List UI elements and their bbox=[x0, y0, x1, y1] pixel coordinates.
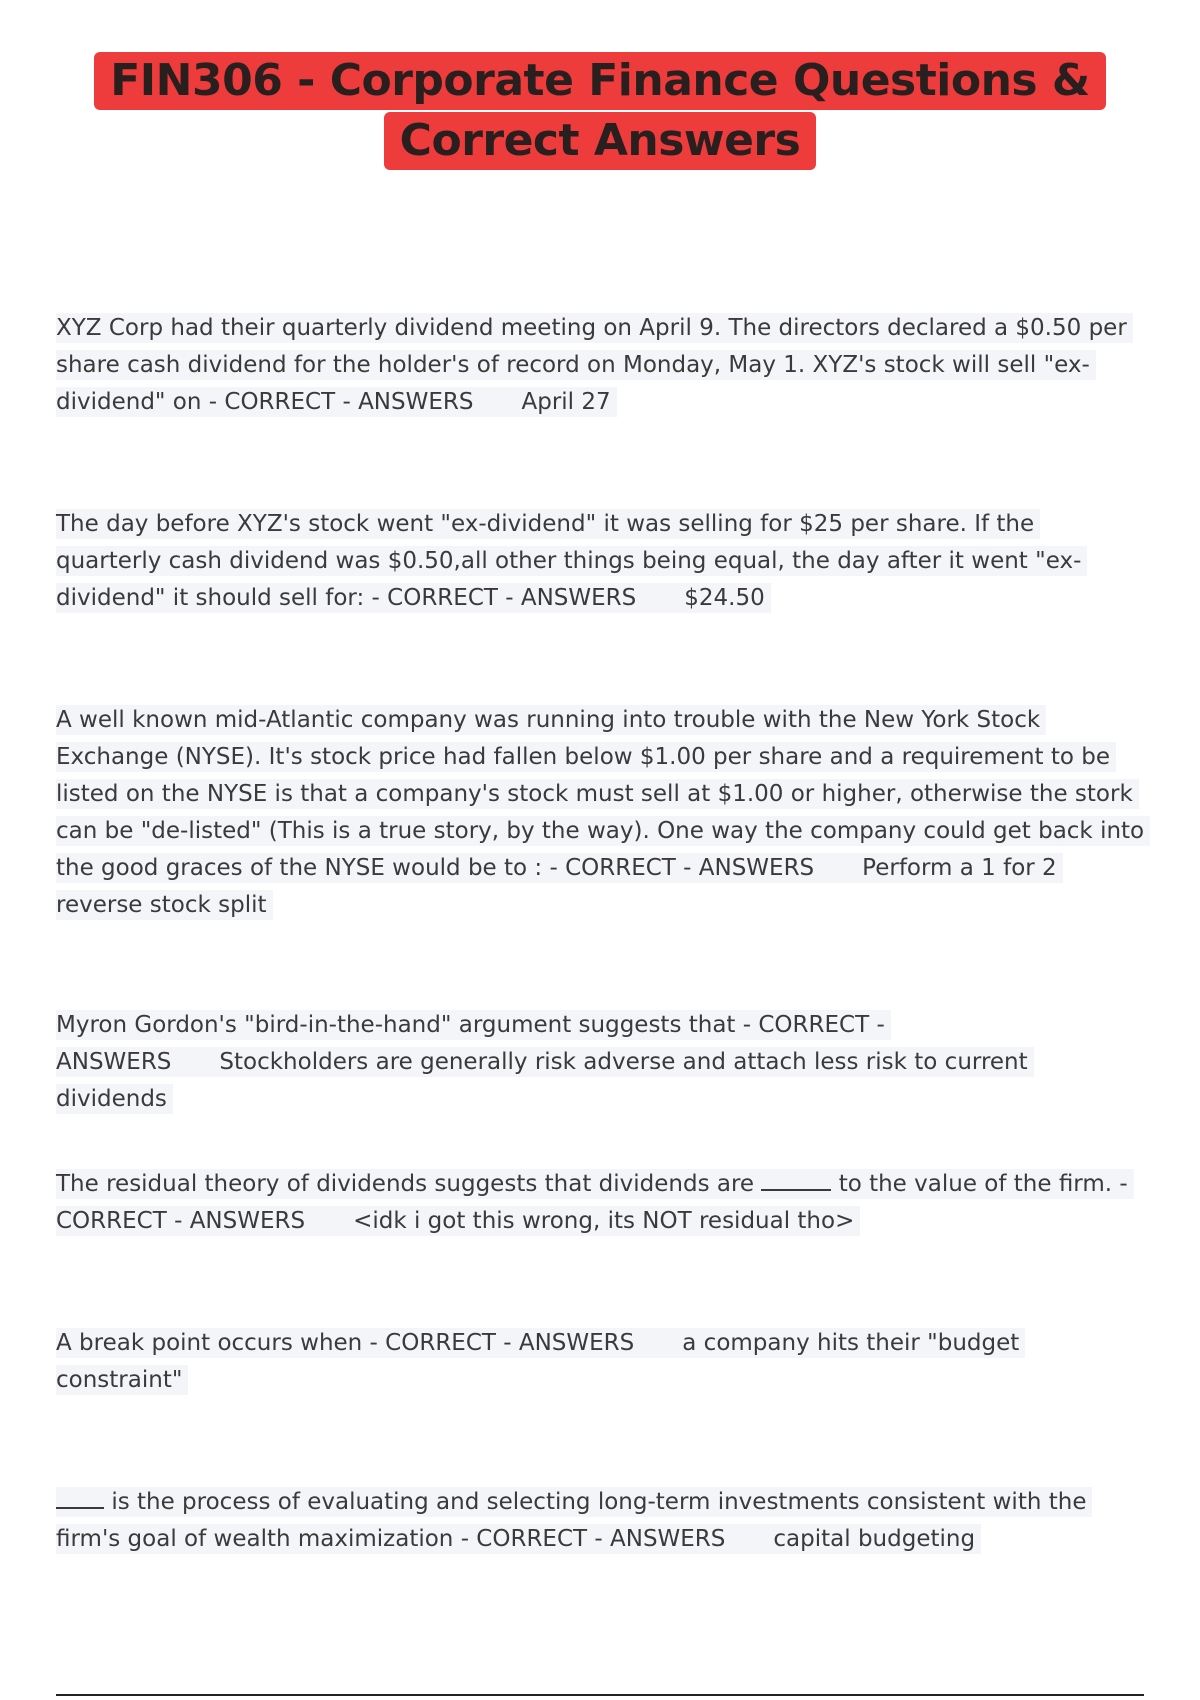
answer-text: Perform a 1 for 2 reverse stock split bbox=[56, 855, 1057, 918]
question-text: The residual theory of dividends suggests that dividends are bbox=[56, 1171, 755, 1197]
qa-text bbox=[56, 1487, 1092, 1554]
qa-item bbox=[56, 1007, 1146, 1118]
correct-answers-label: - CORRECT - ANSWERS bbox=[542, 855, 815, 881]
correct-answers-label: - CORRECT - ANSWERS bbox=[362, 1330, 635, 1356]
qa-item bbox=[56, 1166, 1146, 1240]
question-text-continued: to the value of the firm. - bbox=[838, 1171, 1128, 1197]
correct-answers-label: - CORRECT - ANSWERS bbox=[201, 389, 474, 415]
question-text: A well known mid-Atlantic company was running into trouble with the New York Stock Exchange (NYSE). It's stock price had fallen below $1.00 per share and a requirement to be listed on the NYSE is that a company's stock must sell at $1.00 or higher, otherwise the stork can be "de-listed" (This is a true story, by the way). One way the company could get back into the good graces of the NYSE would be to : bbox=[56, 707, 1145, 881]
correct-answers-label: - CORRECT - ANSWERS bbox=[364, 585, 637, 611]
qa-item bbox=[56, 1484, 1146, 1558]
answer-text: $24.50 bbox=[684, 585, 765, 611]
answer-text: a company hits their "budget constraint" bbox=[56, 1330, 1020, 1393]
question-text: The day before XYZ's stock went "ex-dividend" it was selling for $25 per share. If the quarterly cash dividend was $0.50,all other things being equal, the day after it went "ex-dividend" it should sell for: bbox=[56, 511, 1082, 611]
qa-item bbox=[56, 506, 1146, 617]
fill-in-blank bbox=[56, 1489, 104, 1509]
title-line-2: Correct Answers bbox=[384, 112, 817, 170]
qa-text bbox=[56, 509, 1087, 613]
qa-text bbox=[56, 1169, 1134, 1236]
correct-answers-label: - CORRECT - ANSWERS bbox=[56, 1012, 885, 1075]
qa-text bbox=[56, 1328, 1025, 1395]
correct-answers-label: CORRECT - ANSWERS bbox=[56, 1208, 306, 1234]
qa-item bbox=[56, 310, 1146, 421]
answer-text: <idk i got this wrong, its NOT residual tho> bbox=[353, 1208, 855, 1234]
answer-text: capital budgeting bbox=[773, 1526, 976, 1552]
footer-divider bbox=[56, 1694, 1144, 1696]
question-text: Myron Gordon's "bird-in-the-hand" argument suggests that bbox=[56, 1012, 736, 1038]
qa-text bbox=[56, 705, 1150, 920]
title-line-1: FIN306 - Corporate Finance Questions & bbox=[94, 52, 1106, 110]
answer-text: Stockholders are generally risk adverse and attach less risk to current dividends bbox=[56, 1049, 1028, 1112]
answer-text: April 27 bbox=[521, 389, 611, 415]
qa-text bbox=[56, 313, 1133, 417]
title-block bbox=[0, 52, 1200, 170]
correct-answers-label: - CORRECT - ANSWERS bbox=[453, 1526, 726, 1552]
qa-item bbox=[56, 1325, 1146, 1399]
question-text: is the process of evaluating and selecting long-term investments consistent with the firm's goal of wealth maximization bbox=[56, 1489, 1087, 1552]
question-text: XYZ Corp had their quarterly dividend meeting on April 9. The directors declared a $0.50 per share cash dividend for the holder's of record on Monday, May 1. XYZ's stock will sell "ex-dividend" on bbox=[56, 315, 1127, 415]
question-text: A break point occurs when bbox=[56, 1330, 363, 1356]
qa-item bbox=[56, 702, 1146, 924]
fill-in-blank bbox=[761, 1171, 831, 1191]
qa-text bbox=[56, 1010, 1034, 1114]
